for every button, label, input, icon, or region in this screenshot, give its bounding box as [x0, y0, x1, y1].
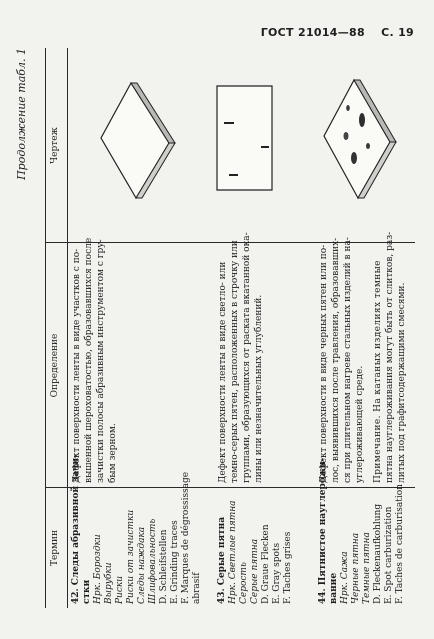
term-cell: [217, 490, 294, 604]
term-line: 43. Серые пятна: [217, 516, 227, 604]
definition-line: темно-серых пятен, расположенных в строчку или: [230, 240, 240, 483]
term-line: E. Gray spots: [272, 542, 282, 604]
definition-line: литых под графитсодержащими смесями.: [397, 282, 407, 483]
definition-line: Дефект поверхности ленты в виде светло- или: [218, 261, 228, 483]
definition-note: Примечание. На катаных изделиях темные: [373, 260, 383, 483]
drawing-grinding-traces: [91, 78, 181, 208]
rotated-table: [15, 48, 415, 608]
column-header-definition: Определение: [50, 333, 60, 398]
definition-line: пятна науглероживания могут быть от слитков, раз-: [385, 231, 395, 483]
term-line: стки: [82, 579, 92, 604]
definition-line: Дефект поверхности в виде черных пятен или по-: [319, 244, 329, 483]
term-line: Серость: [239, 562, 249, 604]
definition-line: лос, выявившихся после травления, образовавших-: [331, 237, 341, 483]
definition-cell: [217, 232, 265, 483]
drawing-gray-spots: [207, 78, 287, 198]
column-header-drawing: Чертеж: [50, 127, 60, 164]
table-row: [318, 48, 415, 608]
term-line: Вырубки: [104, 562, 114, 604]
term-line: Шлифовальность: [148, 518, 158, 604]
page-header: [261, 26, 414, 39]
term-line: E. Grinding traces: [170, 520, 180, 604]
term-line: D. Schleifstellen: [159, 529, 169, 604]
term-line: D. Fleckenaufkohlung: [373, 503, 383, 604]
term-line: Нрк. Сажа: [340, 551, 350, 604]
page-number: С. 19: [381, 26, 414, 39]
definition-line: углероживающей среде.: [355, 365, 365, 483]
term-line: F. Marques de dégrossissage: [181, 471, 191, 604]
term-line: E. Spot carburization: [384, 506, 394, 604]
term-line: Нрк. Светлые пятна: [228, 500, 238, 604]
term-line: Серые пятна: [250, 538, 260, 604]
term-line: Следы наждака: [137, 526, 147, 604]
term-line: Темные пятна: [362, 532, 372, 604]
definition-line: ся при длительном нагреве стальных изделий в на-: [343, 237, 353, 483]
table-row: [217, 48, 307, 608]
term-line: F. Taches de carburisation: [395, 484, 405, 604]
definition-line: Дефект поверхности ленты в виде участков с по-: [72, 248, 82, 483]
term-line: 44. Пятнистое науглерожи-: [318, 457, 328, 604]
term-line: Нрк. Бороздки: [93, 534, 103, 604]
definition-cell: [318, 231, 408, 483]
term-cell: [71, 454, 203, 604]
definition-line: вышенной шероховатостью, образовавшихся после: [84, 237, 94, 483]
standard-number: ГОСТ 21014—88: [260, 26, 365, 39]
column-header-term: Термин: [50, 529, 60, 567]
term-line: abrasif: [192, 572, 202, 604]
term-line: Черные пятна: [351, 532, 361, 604]
drawing-spot-carburization: [316, 73, 401, 208]
table-top-border: [45, 48, 46, 608]
definition-line: лины или незначительных углублений.: [254, 294, 264, 483]
definition-line: бым зерном.: [108, 423, 118, 483]
definition-line: группами, образующихся от раската вкатанной ока-: [242, 232, 252, 483]
term-line: 42. Следы абразивной зачи-: [71, 454, 81, 604]
term-line: Риски: [115, 575, 125, 604]
table-caption: Продолжение табл. 1: [15, 48, 28, 180]
term-line: D. Graue Flecken: [261, 524, 271, 604]
term-cell: [318, 457, 406, 604]
definition-cell: [71, 237, 119, 483]
table-row: [71, 48, 206, 608]
definition-line: зачистки полосы абразивным инструментом с гру-: [96, 239, 106, 483]
header-separator: [67, 48, 68, 608]
term-line: F. Taches grises: [283, 531, 293, 604]
term-line: Риски от зачистки: [126, 509, 136, 604]
term-line: вание: [329, 572, 339, 604]
